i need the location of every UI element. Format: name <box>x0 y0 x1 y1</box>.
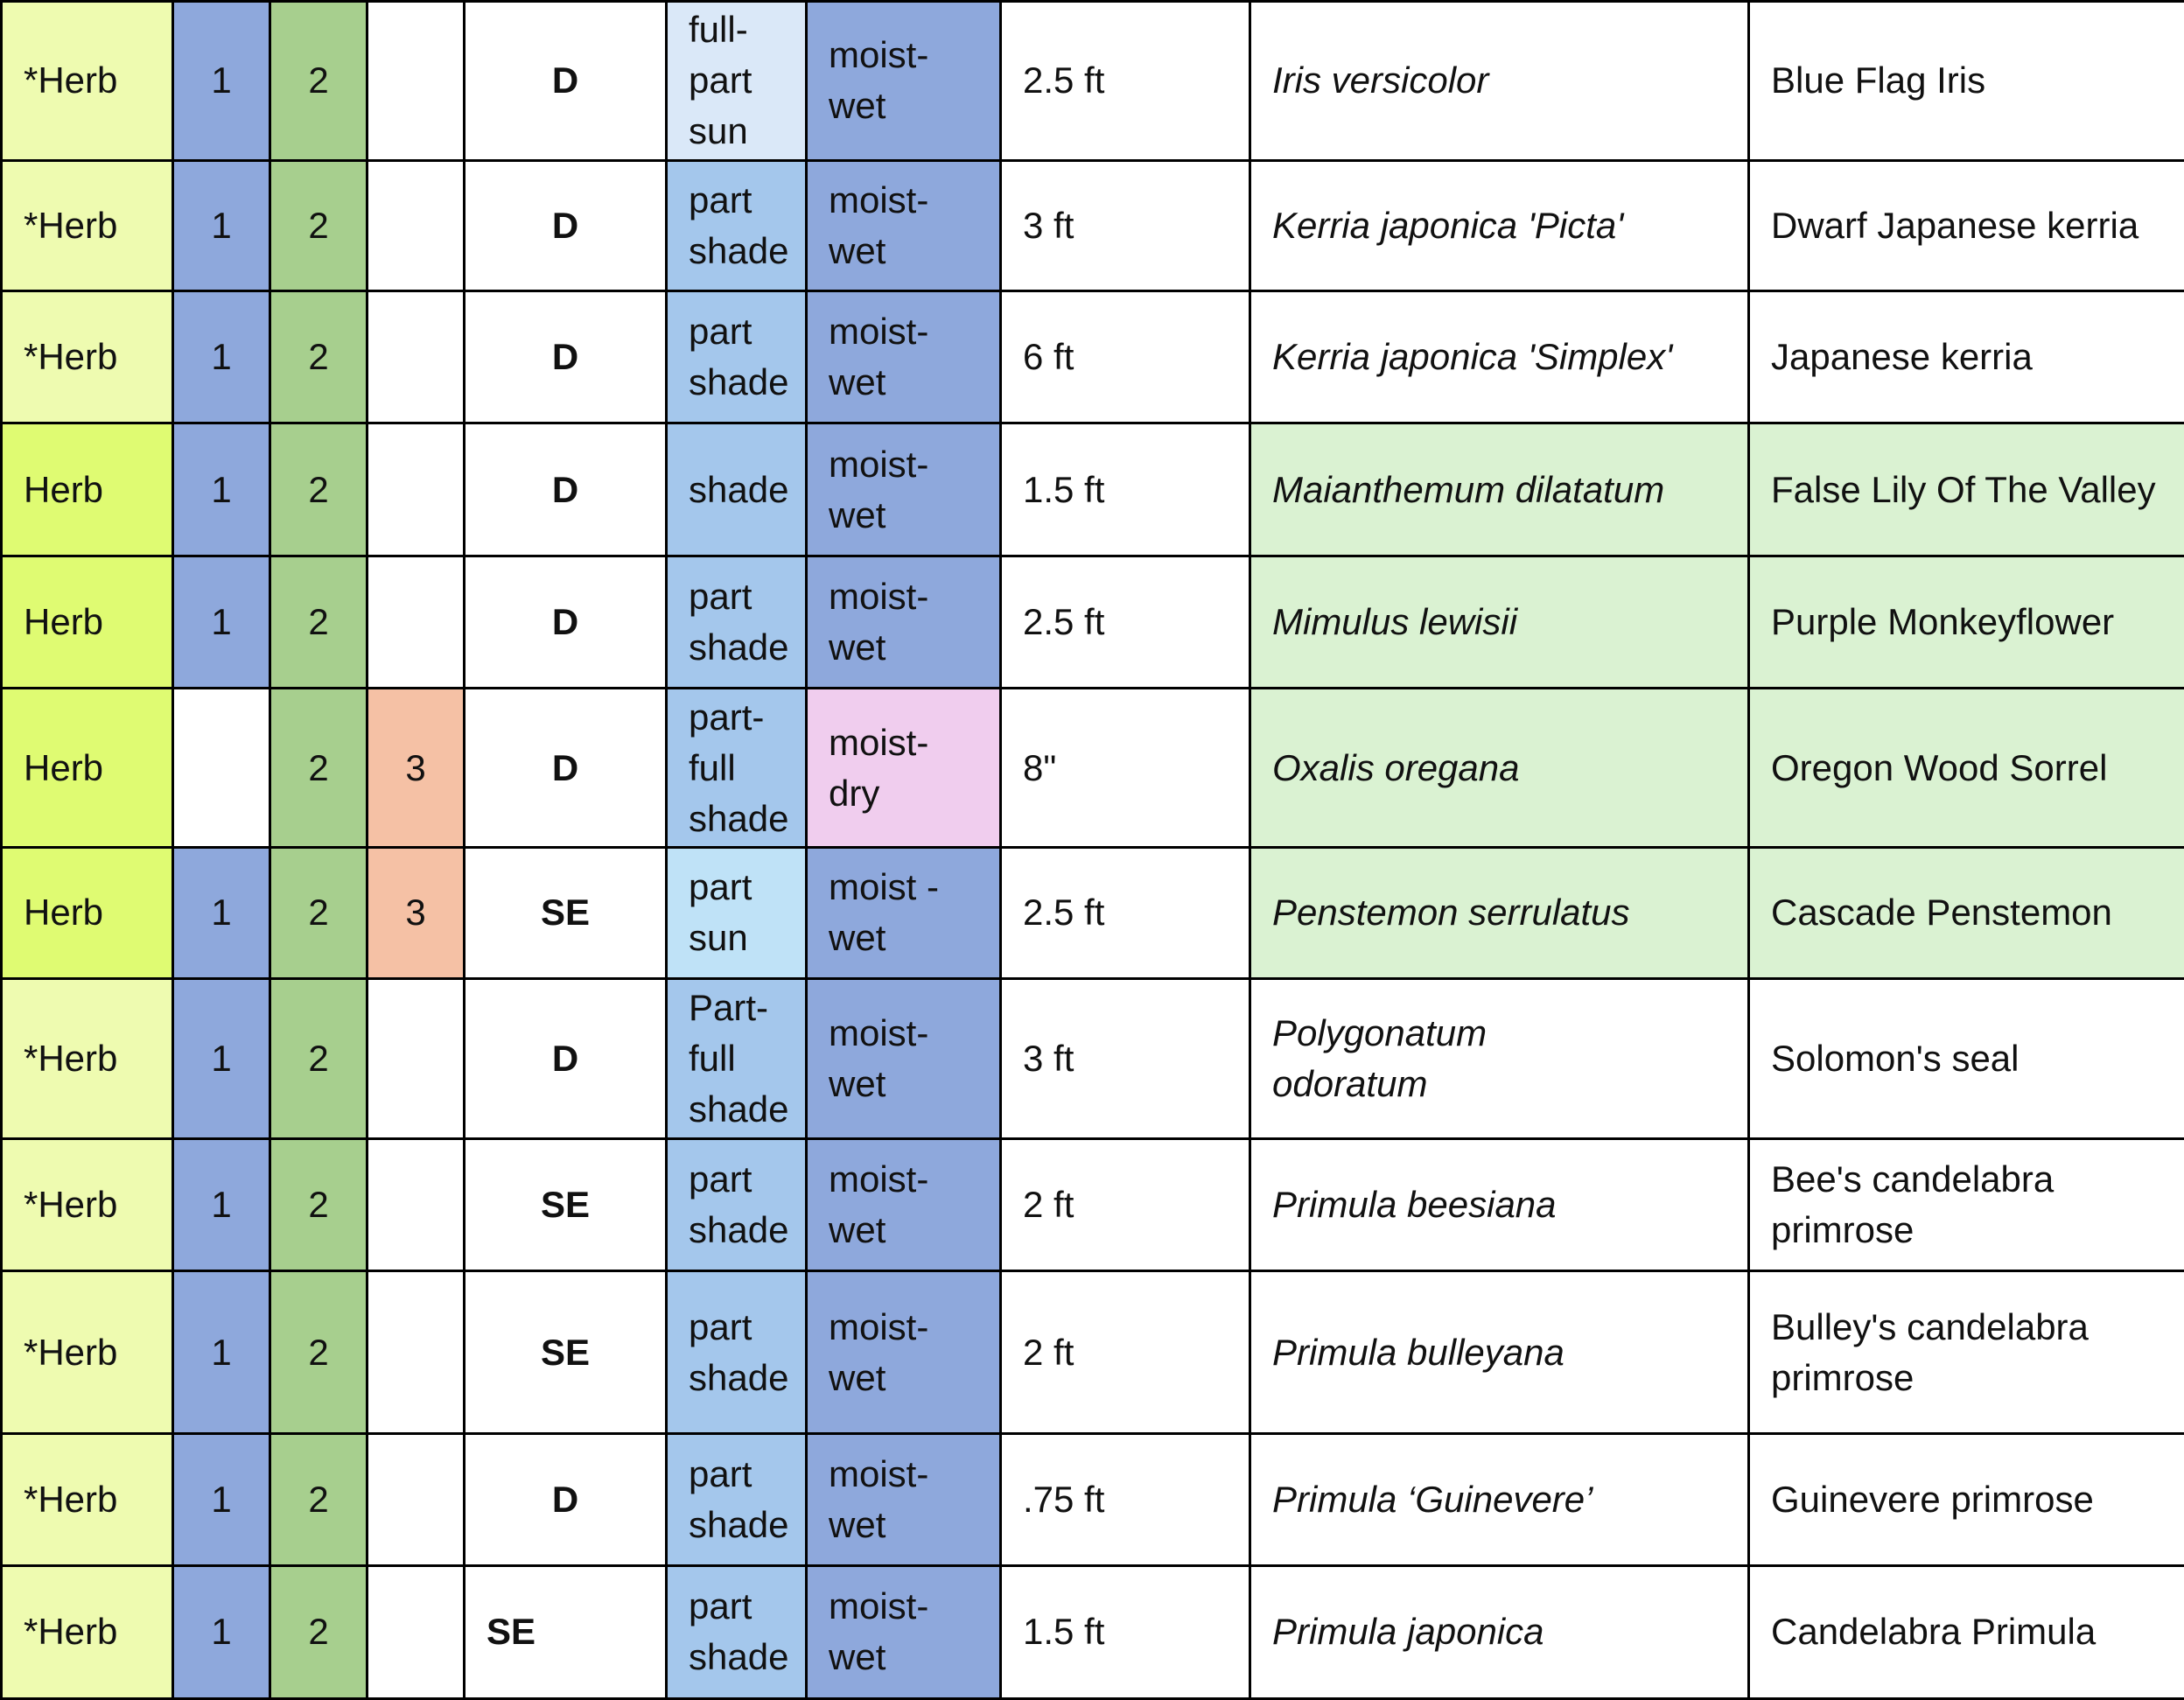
habit-cell: SE <box>465 847 667 978</box>
plant-type-cell: *Herb <box>2 1433 173 1565</box>
water-needs-cell: moist- wet <box>807 423 1001 556</box>
latin-name-cell: Kerria japonica 'Simplex' <box>1250 291 1749 423</box>
zone-2-cell: 2 <box>270 978 368 1139</box>
water-needs-cell: moist- wet <box>807 1565 1001 1698</box>
common-name-cell: Dwarf Japanese kerria <box>1749 160 2184 291</box>
latin-name-cell: Penstemon serrulatus <box>1250 847 1749 978</box>
latin-name-cell: Oxalis oregana <box>1250 689 1749 848</box>
zone-2-cell: 2 <box>270 2 368 161</box>
latin-name-cell: Primula japonica <box>1250 1565 1749 1698</box>
height-cell: 3 ft <box>1001 978 1250 1139</box>
plant-type-cell: *Herb <box>2 1139 173 1271</box>
latin-name-cell: Mimulus lewisii <box>1250 556 1749 689</box>
habit-cell: D <box>465 2 667 161</box>
plant-rows <box>2 2 2184 1699</box>
sun-exposure-cell: part shade <box>667 556 807 689</box>
habit-cell: D <box>465 291 667 423</box>
table-row <box>2 556 2184 689</box>
common-name-cell: Candelabra Primula <box>1749 1565 2184 1698</box>
zone-2-cell: 2 <box>270 1565 368 1698</box>
latin-name-cell: Primula ‘Guinevere’ <box>1250 1433 1749 1565</box>
latin-name-cell: Maianthemum dilatatum <box>1250 423 1749 556</box>
zone-3-cell: 3 <box>368 847 465 978</box>
sun-exposure-cell: part shade <box>667 1565 807 1698</box>
zone-2-cell: 2 <box>270 847 368 978</box>
zone-2-cell: 2 <box>270 556 368 689</box>
sun-exposure-cell: part- full shade <box>667 689 807 848</box>
zone-3-cell <box>368 1565 465 1698</box>
water-needs-cell: moist- wet <box>807 160 1001 291</box>
zone-1-cell <box>173 689 270 848</box>
sun-exposure-cell: part shade <box>667 1433 807 1565</box>
height-cell: 8" <box>1001 689 1250 848</box>
height-cell: 2 ft <box>1001 1271 1250 1434</box>
height-cell: 6 ft <box>1001 291 1250 423</box>
zone-3-cell: 3 <box>368 689 465 848</box>
habit-cell: D <box>465 556 667 689</box>
zone-2-cell: 2 <box>270 689 368 848</box>
zone-1-cell: 1 <box>173 160 270 291</box>
plant-type-cell: *Herb <box>2 160 173 291</box>
table-row <box>2 689 2184 848</box>
zone-1-cell: 1 <box>173 847 270 978</box>
table-row <box>2 291 2184 423</box>
latin-name-cell: Polygonatum odoratum <box>1250 978 1749 1139</box>
zone-2-cell: 2 <box>270 160 368 291</box>
common-name-cell: Oregon Wood Sorrel <box>1749 689 2184 848</box>
habit-cell: D <box>465 1433 667 1565</box>
common-name-cell: Bulley's candelabra primrose <box>1749 1271 2184 1434</box>
zone-3-cell <box>368 1271 465 1434</box>
height-cell: 2.5 ft <box>1001 847 1250 978</box>
sun-exposure-cell: full- part sun <box>667 2 807 161</box>
zone-3-cell <box>368 978 465 1139</box>
height-cell: 3 ft <box>1001 160 1250 291</box>
sun-exposure-cell: Part- full shade <box>667 978 807 1139</box>
water-needs-cell: moist- wet <box>807 1139 1001 1271</box>
table-row <box>2 1565 2184 1698</box>
zone-1-cell: 1 <box>173 1565 270 1698</box>
zone-1-cell: 1 <box>173 291 270 423</box>
height-cell: 1.5 ft <box>1001 423 1250 556</box>
zone-1-cell: 1 <box>173 2 270 161</box>
water-needs-cell: moist - wet <box>807 847 1001 978</box>
latin-name-cell: Primula beesiana <box>1250 1139 1749 1271</box>
sun-exposure-cell: shade <box>667 423 807 556</box>
sun-exposure-cell: part shade <box>667 1271 807 1434</box>
common-name-cell: Solomon's seal <box>1749 978 2184 1139</box>
zone-1-cell: 1 <box>173 1433 270 1565</box>
habit-cell: SE <box>465 1271 667 1434</box>
plant-type-cell: *Herb <box>2 1271 173 1434</box>
height-cell: 1.5 ft <box>1001 1565 1250 1698</box>
water-needs-cell: moist- dry <box>807 689 1001 848</box>
plant-type-cell: Herb <box>2 423 173 556</box>
table-row <box>2 978 2184 1139</box>
sun-exposure-cell: part shade <box>667 291 807 423</box>
zone-1-cell: 1 <box>173 1139 270 1271</box>
table-row <box>2 2 2184 161</box>
water-needs-cell: moist- wet <box>807 1271 1001 1434</box>
common-name-cell: Purple Monkeyflower <box>1749 556 2184 689</box>
latin-name-cell: Kerria japonica 'Picta' <box>1250 160 1749 291</box>
water-needs-cell: moist- wet <box>807 556 1001 689</box>
plant-type-cell: *Herb <box>2 1565 173 1698</box>
table-row <box>2 160 2184 291</box>
water-needs-cell: moist- wet <box>807 978 1001 1139</box>
table-row <box>2 423 2184 556</box>
sun-exposure-cell: part sun <box>667 847 807 978</box>
table-row <box>2 847 2184 978</box>
habit-cell: D <box>465 160 667 291</box>
zone-2-cell: 2 <box>270 1139 368 1271</box>
table-row <box>2 1433 2184 1565</box>
table-row <box>2 1271 2184 1434</box>
zone-2-cell: 2 <box>270 1271 368 1434</box>
zone-2-cell: 2 <box>270 423 368 556</box>
zone-3-cell <box>368 1433 465 1565</box>
zone-1-cell: 1 <box>173 1271 270 1434</box>
common-name-cell: False Lily Of The Valley <box>1749 423 2184 556</box>
common-name-cell: Guinevere primrose <box>1749 1433 2184 1565</box>
zone-1-cell: 1 <box>173 978 270 1139</box>
plant-type-cell: *Herb <box>2 978 173 1139</box>
plant-type-cell: *Herb <box>2 2 173 161</box>
plant-type-cell: Herb <box>2 689 173 848</box>
water-needs-cell: moist- wet <box>807 291 1001 423</box>
habit-cell: SE <box>465 1139 667 1271</box>
zone-2-cell: 2 <box>270 291 368 423</box>
height-cell: 2 ft <box>1001 1139 1250 1271</box>
plant-type-cell: Herb <box>2 556 173 689</box>
common-name-cell: Blue Flag Iris <box>1749 2 2184 161</box>
zone-3-cell <box>368 1139 465 1271</box>
zone-1-cell: 1 <box>173 556 270 689</box>
zone-2-cell: 2 <box>270 1433 368 1565</box>
common-name-cell: Bee's candelabra primrose <box>1749 1139 2184 1271</box>
zone-3-cell <box>368 556 465 689</box>
water-needs-cell: moist- wet <box>807 2 1001 161</box>
zone-1-cell: 1 <box>173 423 270 556</box>
zone-3-cell <box>368 160 465 291</box>
plant-type-cell: Herb <box>2 847 173 978</box>
latin-name-cell: Iris versicolor <box>1250 2 1749 161</box>
height-cell: 2.5 ft <box>1001 556 1250 689</box>
water-needs-cell: moist- wet <box>807 1433 1001 1565</box>
common-name-cell: Cascade Penstemon <box>1749 847 2184 978</box>
table-row <box>2 1139 2184 1271</box>
zone-3-cell <box>368 291 465 423</box>
latin-name-cell: Primula bulleyana <box>1250 1271 1749 1434</box>
zone-3-cell <box>368 423 465 556</box>
habit-cell: D <box>465 978 667 1139</box>
habit-cell: SE <box>465 1565 667 1698</box>
height-cell: .75 ft <box>1001 1433 1250 1565</box>
zone-3-cell <box>368 2 465 161</box>
habit-cell: D <box>465 423 667 556</box>
plant-type-cell: *Herb <box>2 291 173 423</box>
sun-exposure-cell: part shade <box>667 1139 807 1271</box>
height-cell: 2.5 ft <box>1001 2 1250 161</box>
common-name-cell: Japanese kerria <box>1749 291 2184 423</box>
habit-cell: D <box>465 689 667 848</box>
sun-exposure-cell: part shade <box>667 160 807 291</box>
